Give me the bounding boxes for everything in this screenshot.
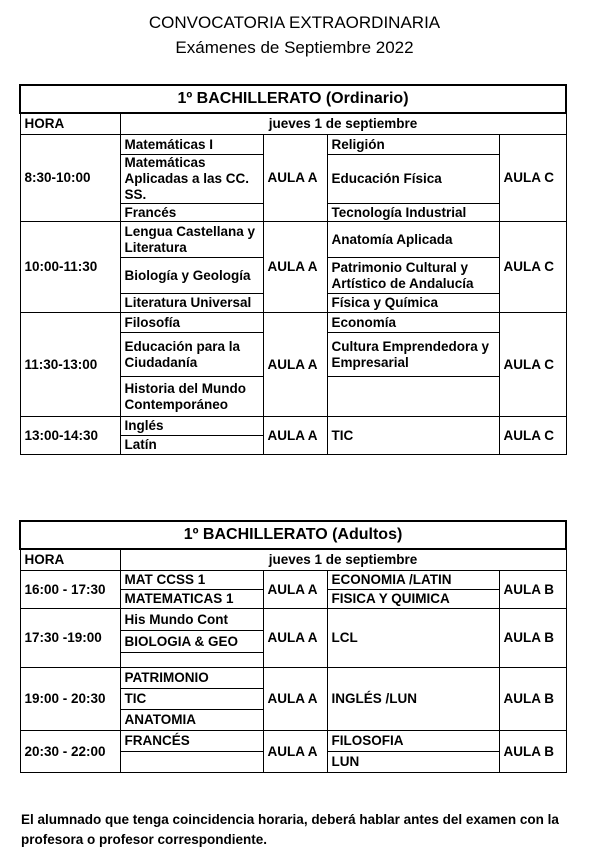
table-row bbox=[20, 668, 566, 689]
aula-cell-left: AULA A bbox=[263, 571, 327, 609]
subject-cell-left: Literatura Universal bbox=[120, 294, 263, 313]
subject-cell-left: FRANCÉS bbox=[120, 731, 263, 752]
day-header: jueves 1 de septiembre bbox=[120, 549, 566, 571]
subject-cell-right bbox=[327, 377, 499, 417]
subject-cell-left: Lengua Castellana y Literatura bbox=[120, 222, 263, 258]
subject-cell-left: Historia del Mundo Contemporáneo bbox=[120, 377, 263, 417]
table-row bbox=[20, 571, 566, 590]
aula-cell-right: AULA B bbox=[499, 731, 566, 773]
subject-cell-left: Francés bbox=[120, 204, 263, 222]
schedule-table-adultos bbox=[19, 520, 567, 773]
subject-cell-right: FILOSOFIA bbox=[327, 731, 499, 752]
subject-cell-left: Matemáticas I bbox=[120, 135, 263, 155]
subject-cell-right: LCL bbox=[327, 609, 499, 668]
document-title: CONVOCATORIA EXTRAORDINARIA bbox=[148, 13, 441, 32]
subject-cell-right: INGLÉS /LUN bbox=[327, 668, 499, 731]
table-row bbox=[20, 609, 566, 631]
subject-cell-left: His Mundo Cont bbox=[120, 609, 263, 631]
table-caption: 1º BACHILLERATO (Ordinario) bbox=[20, 85, 566, 113]
subject-cell-left: Matemáticas Aplicadas a las CC. SS. bbox=[120, 155, 263, 204]
hora-header: HORA bbox=[20, 549, 120, 571]
subject-cell-left: Biología y Geología bbox=[120, 258, 263, 294]
table-caption-row bbox=[20, 521, 566, 549]
slot-hour: 20:30 - 22:00 bbox=[20, 731, 120, 773]
table-row bbox=[20, 417, 566, 436]
slot-hour: 17:30 -19:00 bbox=[20, 609, 120, 668]
table-row bbox=[20, 135, 566, 155]
subject-cell-left: Inglés bbox=[120, 417, 263, 436]
hora-header: HORA bbox=[20, 113, 120, 135]
table-row bbox=[20, 222, 566, 258]
footer-note: El alumnado que tenga coincidencia horaria, deberá hablar antes del examen con la profesora o profesor correspondiente. bbox=[21, 812, 559, 847]
subject-cell-right: FISICA Y QUIMICA bbox=[327, 590, 499, 609]
aula-cell-left: AULA A bbox=[263, 313, 327, 417]
aula-cell-left: AULA A bbox=[263, 668, 327, 731]
subject-cell-right: TIC bbox=[327, 417, 499, 455]
subject-cell-left: Filosofía bbox=[120, 313, 263, 333]
slot-hour: 19:00 - 20:30 bbox=[20, 668, 120, 731]
slot-hour: 8:30-10:00 bbox=[20, 135, 120, 222]
subject-cell-left: TIC bbox=[120, 689, 263, 710]
aula-cell-left: AULA A bbox=[263, 731, 327, 773]
day-header: jueves 1 de septiembre bbox=[120, 113, 566, 135]
subject-cell-left bbox=[120, 653, 263, 668]
subject-cell-right: LUN bbox=[327, 752, 499, 773]
slot-hour: 13:00-14:30 bbox=[20, 417, 120, 455]
aula-cell-left: AULA A bbox=[263, 609, 327, 668]
subject-cell-left: BIOLOGIA & GEO bbox=[120, 631, 263, 653]
slot-hour: 10:00-11:30 bbox=[20, 222, 120, 313]
table-row bbox=[20, 313, 566, 333]
subject-cell-right: Anatomía Aplicada bbox=[327, 222, 499, 258]
slot-hour: 11:30-13:00 bbox=[20, 313, 120, 417]
aula-cell-right: AULA B bbox=[499, 668, 566, 731]
subject-cell-left: ANATOMIA bbox=[120, 710, 263, 731]
table-header-row bbox=[20, 549, 566, 571]
aula-cell-right: AULA B bbox=[499, 571, 566, 609]
subject-cell-left: MAT CCSS 1 bbox=[120, 571, 263, 590]
table-header-row bbox=[20, 113, 566, 135]
subject-cell-right: Tecnología Industrial bbox=[327, 204, 499, 222]
subject-cell-left: MATEMATICAS 1 bbox=[120, 590, 263, 609]
schedule-table-ordinario bbox=[19, 84, 567, 455]
aula-cell-left: AULA A bbox=[263, 135, 327, 222]
document-subtitle: Exámenes de Septiembre 2022 bbox=[175, 38, 414, 57]
subject-cell-right: Educación Física bbox=[327, 155, 499, 204]
aula-cell-right: AULA C bbox=[499, 222, 566, 313]
aula-cell-right: AULA C bbox=[499, 417, 566, 455]
table-caption: 1º BACHILLERATO (Adultos) bbox=[20, 521, 566, 549]
aula-cell-left: AULA A bbox=[263, 222, 327, 313]
subject-cell-right: Física y Química bbox=[327, 294, 499, 313]
subject-cell-right: Cultura Emprendedora y Empresarial bbox=[327, 333, 499, 377]
subject-cell-left bbox=[120, 752, 263, 773]
subject-cell-left: Educación para la Ciudadanía bbox=[120, 333, 263, 377]
subject-cell-right: Religión bbox=[327, 135, 499, 155]
aula-cell-right: AULA B bbox=[499, 609, 566, 668]
subject-cell-right: Economía bbox=[327, 313, 499, 333]
subject-cell-left: PATRIMONIO bbox=[120, 668, 263, 689]
aula-cell-left: AULA A bbox=[263, 417, 327, 455]
subject-cell-right: ECONOMIA /LATIN bbox=[327, 571, 499, 590]
slot-hour: 16:00 - 17:30 bbox=[20, 571, 120, 609]
subject-cell-right: Patrimonio Cultural y Artístico de Andalucía bbox=[327, 258, 499, 294]
table-caption-row bbox=[20, 85, 566, 113]
subject-cell-left: Latín bbox=[120, 436, 263, 455]
table-row bbox=[20, 731, 566, 752]
aula-cell-right: AULA C bbox=[499, 135, 566, 222]
aula-cell-right: AULA C bbox=[499, 313, 566, 417]
